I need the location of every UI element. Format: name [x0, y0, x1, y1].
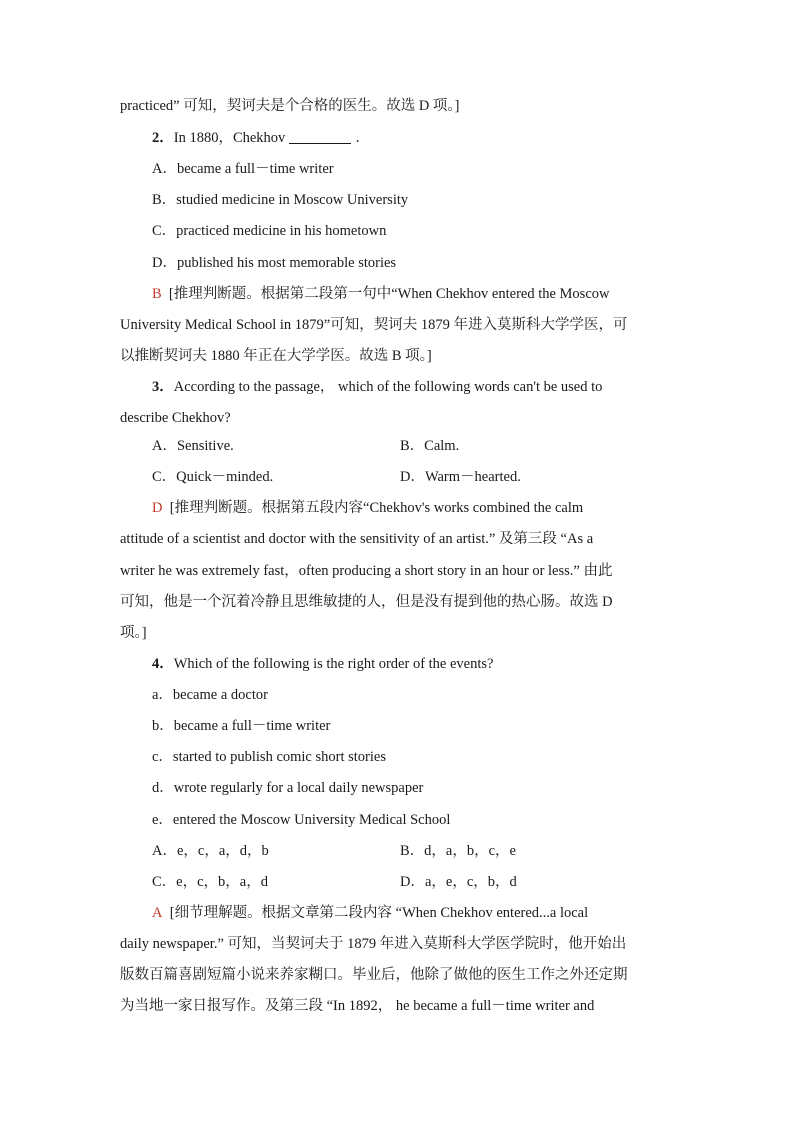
option-b: B．Calm.: [400, 438, 460, 454]
answer-explanation-2: [152, 284, 675, 304]
question-end: ．: [355, 130, 370, 146]
answer-explanation-3: [152, 498, 675, 518]
explanation-line: University Medical School in 1879”可知，契诃夫 1879 年进入莫斯科大学学医，可: [120, 317, 628, 333]
question-text: In 1880，Chekhov: [173, 130, 286, 146]
question-number: 4．: [152, 656, 174, 672]
answer-blank: [289, 129, 351, 144]
explanation-line: writer he was extremely fast，often producing a short story in an hour or less.” 由此: [120, 563, 613, 579]
option-d: D．Warm－hearted.: [400, 469, 521, 485]
option-a: A．e，c，a，d，b: [152, 843, 269, 859]
option-d: D．published his most memorable stories: [152, 255, 397, 271]
question-3: [152, 377, 675, 397]
option-b: B．d，a，b，c，e: [400, 843, 516, 859]
option-c: C．e，c，b，a，d: [152, 874, 268, 890]
explanation-text: [推理判断题。根据第五段内容“Chekhov's works combined the calm: [169, 500, 584, 516]
question-4: [152, 654, 675, 674]
answer-explanation-4: [152, 903, 675, 923]
question-text: According to the passage， which of the following words can't be used to: [173, 379, 603, 395]
option-a: A．became a full－time writer: [152, 161, 334, 177]
explanation-line: 项。]: [120, 625, 147, 641]
option-b: B．studied medicine in Moscow University: [152, 192, 409, 208]
explanation-line: 可知，他是一个沉着冷静且思维敏捷的人，但是没有提到他的热心肠。故选 D: [120, 594, 613, 610]
option-c: C．practiced medicine in his hometown: [152, 223, 387, 239]
answer-tail-line: practiced” 可知，契诃夫是个合格的医生。故选 D 项。]: [120, 98, 460, 114]
event-c: c．started to publish comic short stories: [152, 749, 386, 765]
question-text: Which of the following is the right order of the events?: [173, 656, 494, 672]
answer-letter: D: [152, 500, 163, 516]
option-a: A．Sensitive.: [152, 438, 234, 454]
option-c: C．Quick－minded.: [152, 469, 274, 485]
question-number: 3．: [152, 379, 174, 395]
explanation-line: 为当地一家日报写作。及第三段 “In 1892， he became a full－time writer and: [120, 998, 595, 1014]
question-number: 2．: [152, 130, 174, 146]
explanation-line: daily newspaper.” 可知，当契诃夫于 1879 年进入莫斯科大学医学院时，他开始出: [120, 936, 627, 952]
explanation-line: attitude of a scientist and doctor with the sensitivity of an artist.” 及第三段 “As a: [120, 531, 594, 547]
question-text-cont: describe Chekhov?: [120, 410, 231, 426]
explanation-line: 以推断契诃夫 1880 年正在大学学医。故选 B 项。]: [120, 348, 432, 364]
event-a: a．became a doctor: [152, 687, 268, 703]
question-2: [152, 128, 707, 148]
explanation-text: [推理判断题。根据第二段第一句中“When Chekhov entered the Moscow: [168, 286, 610, 302]
explanation-line: 版数百篇喜剧短篇小说来养家糊口。毕业后，他除了做他的医生工作之外还定期: [120, 967, 628, 983]
answer-letter: B: [152, 286, 162, 302]
event-d: d．wrote regularly for a local daily newspaper: [152, 780, 424, 796]
explanation-text: [细节理解题。根据文章第二段内容 “When Chekhov entered...a local: [169, 905, 589, 921]
option-d: D．a，e，c，b，d: [400, 874, 517, 890]
event-b: b．became a full－time writer: [152, 718, 331, 734]
event-e: e．entered the Moscow University Medical School: [152, 812, 451, 828]
answer-letter: A: [152, 905, 163, 921]
